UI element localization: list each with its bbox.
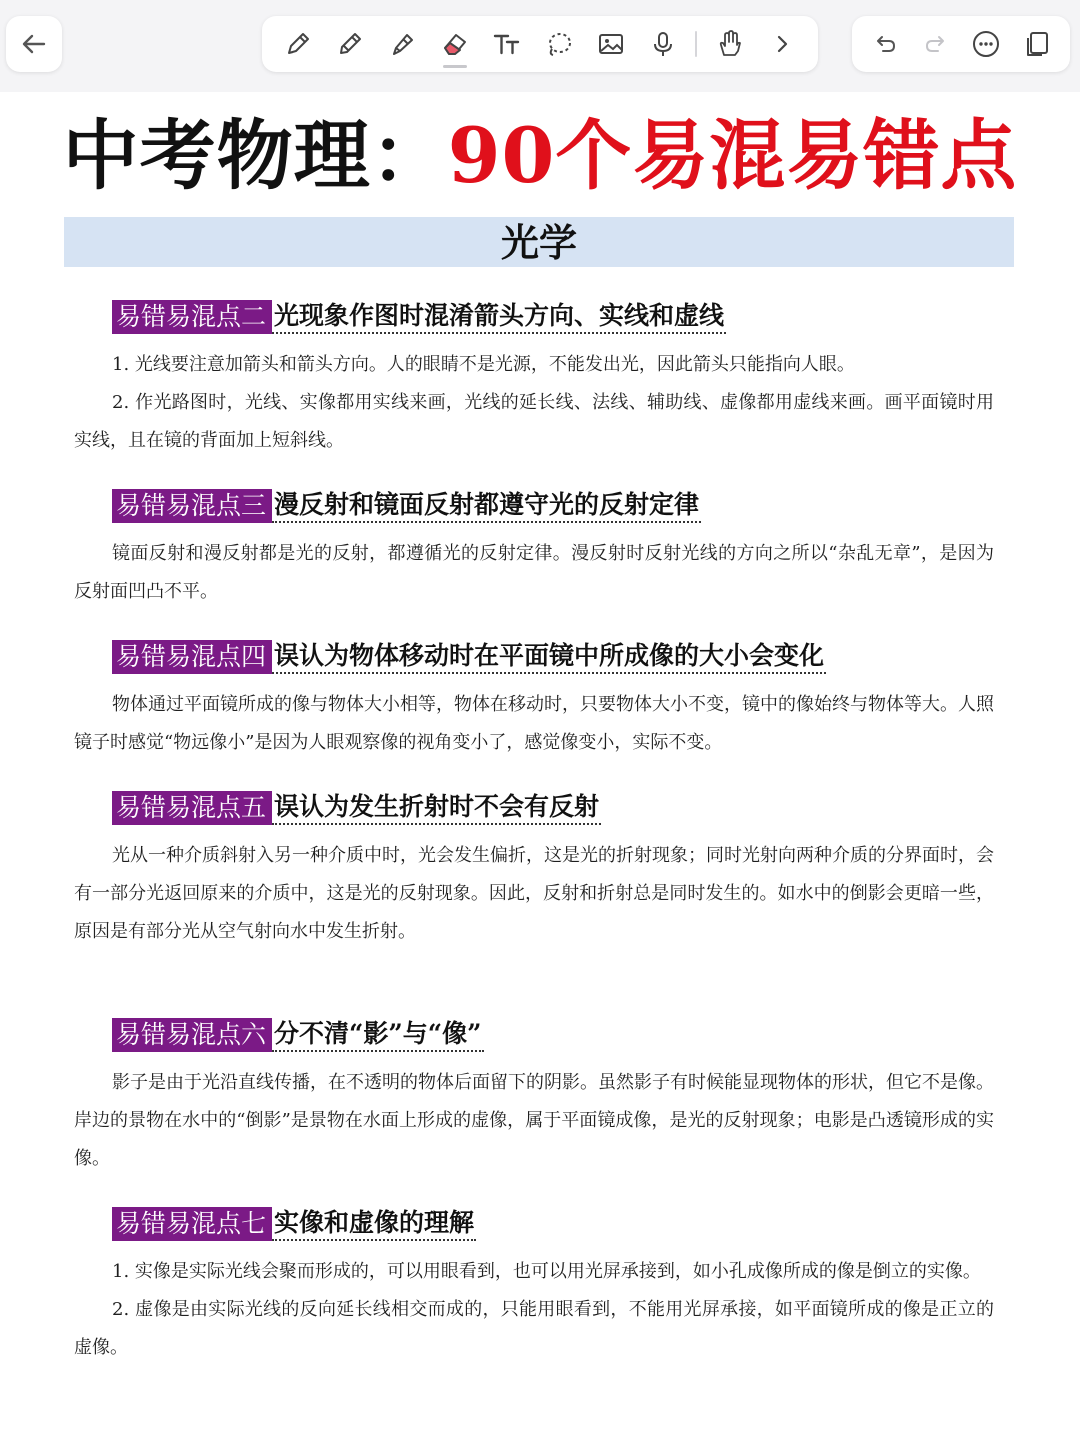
image-icon xyxy=(596,29,626,59)
text-icon xyxy=(492,29,522,59)
topic-tag: 易错易混点四 xyxy=(112,640,272,674)
topic-heading-row xyxy=(112,300,994,334)
topic-paragraph: 镜面反射和漫反射都是光的反射，都遵循光的反射定律。漫反射时反射光线的方向之所以“杂乱无章”，是因为反射面凹凸不平。 xyxy=(74,543,994,602)
topic-paragraph: 1. 光线要注意加箭头和箭头方向。人的眼睛不是光源，不能发出光，因此箭头只能指向人眼。 xyxy=(112,354,855,375)
topic-heading: 实像和虚像的理解 xyxy=(272,1207,476,1241)
topic-body xyxy=(74,686,994,762)
topic-item xyxy=(74,1207,994,1367)
chevron-right-icon xyxy=(767,29,797,59)
eraser-tool-button[interactable] xyxy=(435,24,475,64)
topic-tag: 易错易混点二 xyxy=(112,300,272,334)
pen-tool-button[interactable] xyxy=(278,24,318,64)
back-button[interactable] xyxy=(6,16,62,72)
topic-paragraph: 影子是由于光沿直线传播，在不透明的物体后面留下的阴影。虽然影子有时候能显现物体的形状，但它不是像。岸边的景物在水中的“倒影”是景物在水面上形成的虚像，属于平面镜成像，是光的反射现象；电影是凸透镜形成的实像。 xyxy=(74,1072,994,1169)
pen-icon xyxy=(283,29,313,59)
hand-icon xyxy=(715,29,745,59)
topic-item xyxy=(74,791,994,951)
pages-button[interactable] xyxy=(1017,24,1057,64)
eraser-icon xyxy=(440,29,470,59)
tool-palette xyxy=(262,16,818,72)
topic-tag: 易错易混点七 xyxy=(112,1207,272,1241)
pencil-tool-button[interactable] xyxy=(330,24,370,64)
highlighter-tool-button[interactable] xyxy=(382,24,422,64)
topic-item xyxy=(74,1018,994,1178)
section-header: 光学 xyxy=(64,217,1014,267)
topic-heading-row xyxy=(112,1018,994,1052)
redo-icon xyxy=(921,29,951,59)
topic-item xyxy=(74,489,994,611)
topic-heading-row xyxy=(112,489,994,523)
highlighter-icon xyxy=(387,29,417,59)
more-icon xyxy=(971,29,1001,59)
topic-paragraph: 2. 作光路图时，光线、实像都用实线来画，光线的延长线、法线、辅助线、虚像都用虚线来画。画平面镜时用实线，且在镜的背面加上短斜线。 xyxy=(74,392,994,451)
topic-paragraph: 1. 实像是实际光线会聚而形成的，可以用眼看到，也可以用光屏承接到，如小孔成像所成的像是倒立的实像。 xyxy=(112,1261,981,1282)
title-part-black: 中考物理： xyxy=(62,111,448,200)
document-title xyxy=(0,108,1080,204)
microphone-tool-button[interactable] xyxy=(643,24,683,64)
topic-paragraph: 光从一种介质斜射入另一种介质中时，光会发生偏折，这是光的折射现象；同时光射向两种介质的分界面时，会有一部分光返回原来的介质中，这是光的反射现象。因此，反射和折射总是同时发生的。如水中的倒影会更暗一些，原因是有部分光从空气射向水中发生折射。 xyxy=(74,845,994,942)
hand-tool-button[interactable] xyxy=(710,24,750,64)
redo-button[interactable] xyxy=(916,24,956,64)
text-tool-button[interactable] xyxy=(487,24,527,64)
topic-paragraph: 2. 虚像是由实际光线的反向延长线相交而成的，只能用眼看到，不能用光屏承接，如平面镜所成的像是正立的虚像。 xyxy=(74,1299,994,1358)
topic-body xyxy=(74,535,994,611)
lasso-tool-button[interactable] xyxy=(539,24,579,64)
topic-heading-row xyxy=(112,640,994,674)
pencil-icon xyxy=(335,29,365,59)
more-options-button[interactable] xyxy=(966,24,1006,64)
top-toolbar xyxy=(0,0,1080,92)
undo-icon xyxy=(870,29,900,59)
topic-heading: 误认为物体移动时在平面镜中所成像的大小会变化 xyxy=(272,640,826,674)
topic-tag: 易错易混点三 xyxy=(112,489,272,523)
topic-body xyxy=(74,837,994,951)
topic-body xyxy=(74,1253,994,1367)
topic-item xyxy=(74,640,994,762)
microphone-icon xyxy=(648,29,678,59)
pages-icon xyxy=(1022,29,1052,59)
topic-body xyxy=(74,1064,994,1178)
image-tool-button[interactable] xyxy=(591,24,631,64)
topic-tag: 易错易混点五 xyxy=(112,791,272,825)
topic-heading-row xyxy=(112,1207,994,1241)
toolbar-divider xyxy=(695,31,697,57)
topic-heading: 分不清“影”与“像” xyxy=(272,1018,484,1052)
more-tools-button[interactable] xyxy=(762,24,802,64)
lasso-icon xyxy=(544,29,574,59)
title-part-red: 90个易混易错点 xyxy=(447,111,1018,200)
topic-item xyxy=(74,300,994,460)
action-group xyxy=(852,16,1070,72)
undo-button[interactable] xyxy=(865,24,905,64)
topic-heading: 漫反射和镜面反射都遵守光的反射定律 xyxy=(272,489,701,523)
topic-heading: 光现象作图时混淆箭头方向、实线和虚线 xyxy=(272,300,726,334)
topic-tag: 易错易混点六 xyxy=(112,1018,272,1052)
topic-paragraph: 物体通过平面镜所成的像与物体大小相等，物体在移动时，只要物体大小不变，镜中的像始终与物体等大。人照镜子时感觉“物远像小”是因为人眼观察像的视角变小了，感觉像变小，实际不变。 xyxy=(74,694,994,753)
topic-heading-row xyxy=(112,791,994,825)
topic-heading: 误认为发生折射时不会有反射 xyxy=(272,791,601,825)
arrow-left-icon xyxy=(19,29,49,59)
topic-body xyxy=(74,346,994,460)
